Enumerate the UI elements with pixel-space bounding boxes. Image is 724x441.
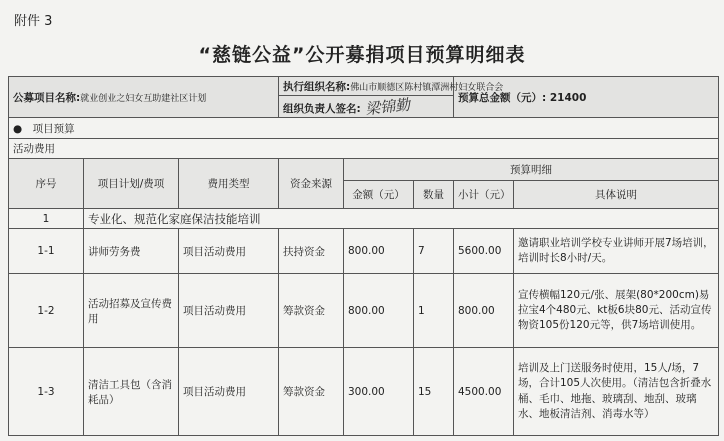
budget-table [8, 76, 719, 436]
row-subtotal: 4500.00 [454, 348, 514, 436]
row-plan: 活动招募及宣传费用 [84, 274, 179, 348]
row-source: 扶持资金 [279, 229, 344, 274]
row-qty: 7 [414, 229, 454, 274]
page-title: “慈链公益”公开募捐项目预算明细表 [198, 44, 526, 66]
org-name-value: 佛山市顺德区陈村镇潭洲村妇女联合会 [350, 82, 504, 93]
table-row [9, 274, 719, 348]
row-type: 项目活动费用 [179, 274, 279, 348]
attachment-label: 附件 3 [14, 14, 53, 29]
row-plan: 清洁工具包（含消耗品） [84, 348, 179, 436]
row-plan: 讲师劳务费 [84, 229, 179, 274]
row-desc: 宣传横幅120元/张、展架(80*200cm)易拉宝4个480元、kt板6块80元、活动宣传物资105份120元等，供7场培训使用。 [514, 274, 719, 348]
row-seq: 1-3 [9, 348, 84, 436]
section-title: ● 项目预算 [9, 118, 719, 139]
project-name-label: 公募项目名称: [13, 91, 81, 104]
header-subtotal: 小计（元） [454, 181, 514, 209]
header-qty: 数量 [414, 181, 454, 209]
row-desc: 邀请职业培训学校专业讲师开展7场培训，培训时长8小时/天。 [514, 229, 719, 274]
subsection-row [9, 139, 719, 159]
row-type: 项目活动费用 [179, 348, 279, 436]
table-row [9, 229, 719, 274]
row-amount: 800.00 [344, 274, 414, 348]
section-row [9, 118, 719, 139]
row-type: 项目活动费用 [179, 229, 279, 274]
table-row [9, 348, 719, 436]
header-source: 资金来源 [279, 159, 344, 209]
org-name-label: 执行组织名称: [283, 80, 351, 93]
row-subtotal: 800.00 [454, 274, 514, 348]
row-desc: 培训及上门送服务时使用，15人/场，7场，合计105人次使用。（清洁包含折叠水桶、毛巾、地拖、玻璃刮、地刮、玻璃水、地板清洁剂、消毒水等） [514, 348, 719, 436]
header-detail: 预算明细 [344, 159, 719, 181]
row-source: 筹款资金 [279, 274, 344, 348]
row-amount: 800.00 [344, 229, 414, 274]
project-name-value: 就业创业之妇女互助建社区计划 [80, 93, 207, 104]
org-name-cell [279, 77, 504, 96]
row-qty: 15 [414, 348, 454, 436]
header-desc: 具体说明 [514, 181, 719, 209]
row-seq: 1-2 [9, 274, 84, 348]
header-seq: 序号 [9, 159, 84, 209]
row-seq: 1-1 [9, 229, 84, 274]
meta-row-1 [9, 77, 719, 96]
group-seq: 1 [9, 209, 84, 229]
header-row-1 [9, 159, 719, 181]
group-row [9, 209, 719, 229]
leader-label: 组织负责人签名: [283, 103, 361, 115]
row-amount: 300.00 [344, 348, 414, 436]
leader-signature: 梁锦勤 [363, 95, 411, 119]
subsection-title: 活动费用 [9, 139, 719, 159]
header-amount: 金额（元） [344, 181, 414, 209]
row-source: 筹款资金 [279, 348, 344, 436]
header-type: 费用类型 [179, 159, 279, 209]
total-budget-label: 预算总金额（元）: 21400 [458, 91, 587, 104]
row-qty: 1 [414, 274, 454, 348]
header-plan: 项目计划/费项 [84, 159, 179, 209]
group-name: 专业化、规范化家庭保洁技能培训 [84, 209, 719, 229]
leader-cell [279, 96, 454, 118]
project-name-cell [9, 77, 279, 118]
row-subtotal: 5600.00 [454, 229, 514, 274]
